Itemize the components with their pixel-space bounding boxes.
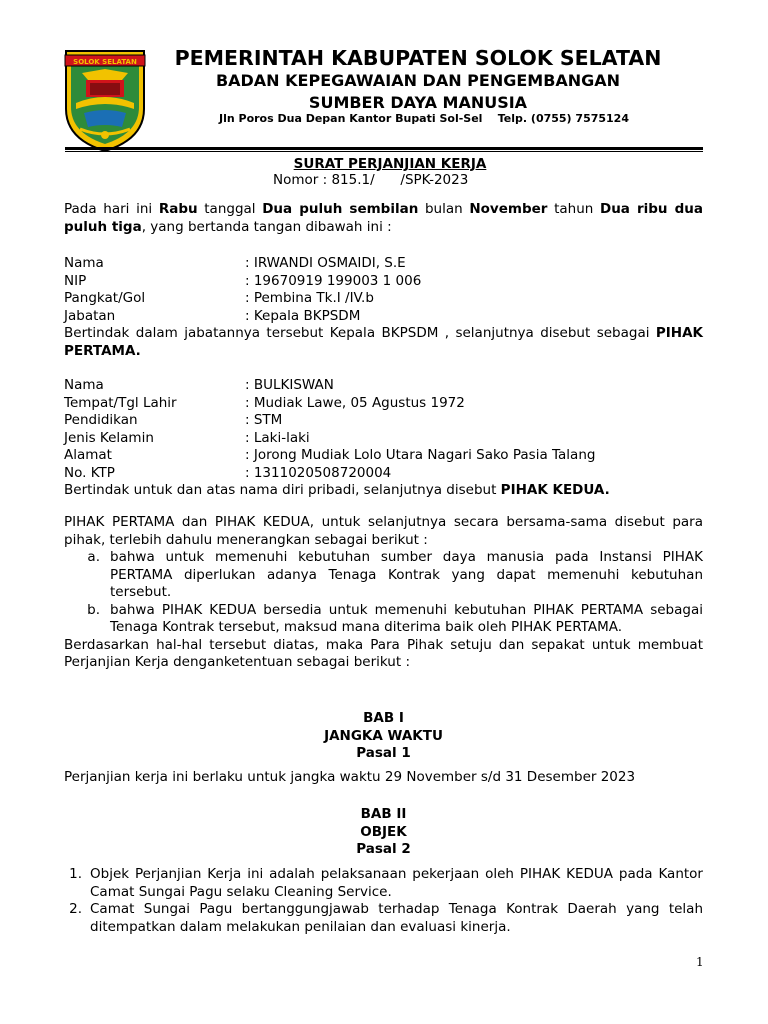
detail-label: Nama: [64, 255, 104, 271]
detail-label: NIP: [64, 272, 87, 289]
logo-text: SOLOK SELATAN: [73, 58, 137, 66]
detail-row: [64, 290, 703, 308]
list-text: Objek Perjanjian Kerja ini adalah pelaksanaan pekerjaan oleh PIHAK KEDUA pada Kantor Camat Sungai Pagu selaku Cleaning Service.: [90, 866, 703, 900]
detail-value: : Mudiak Lawe, 05 Agustus 1972: [245, 394, 465, 411]
intro-paragraph: Pada hari ini Rabu tanggal Dua puluh sembilan bulan November tahun Dua ribu dua puluh tiga, yang bertanda tangan dibawah ini :: [64, 201, 703, 235]
letterhead-divider-thin: [65, 151, 703, 152]
detail-value: : Kepala BKPSDM: [245, 307, 361, 324]
document-title: SURAT PERJANJIAN KERJA: [293, 156, 487, 172]
detail-row: [64, 395, 703, 413]
detail-label: Jenis Kelamin: [64, 429, 154, 446]
article-number: Pasal 1: [356, 745, 411, 761]
recitals-section: [64, 514, 703, 672]
detail-row: [64, 447, 703, 465]
party-two-name: PIHAK KEDUA.: [500, 482, 610, 498]
intro-date: Dua puluh sembilan: [262, 201, 419, 217]
detail-value: : IRWANDI OSMAIDI, S.E: [245, 255, 406, 271]
list-marker: a.: [87, 549, 100, 565]
detail-row: [64, 255, 703, 273]
detail-row: [64, 273, 703, 291]
chapter-number: BAB I: [363, 710, 404, 726]
list-text: bahwa PIHAK KEDUA bersedia untuk memenuhi kebutuhan PIHAK PERTAMA sebagai Tenaga Kontrak tersebut, maksud mana diterima baik oleh PIHAK PERTAMA.: [110, 601, 703, 635]
considerations-list: [64, 549, 703, 637]
chapter-title: OBJEK: [360, 823, 407, 840]
detail-label: Alamat: [64, 447, 112, 463]
detail-value: : Pembina Tk.I /IV.b: [245, 290, 374, 306]
page-number: 1: [696, 955, 704, 969]
detail-value: : Jorong Mudiak Lolo Utara Nagari Sako Pasia Talang: [245, 447, 596, 463]
party-two-details: [64, 377, 703, 500]
chapter-one-heading: [64, 710, 703, 763]
letterhead-government: PEMERINTAH KABUPATEN SOLOK SELATAN: [174, 46, 662, 70]
together-paragraph: PIHAK PERTAMA dan PIHAK KEDUA, untuk selanjutnya secara bersama-sama disebut para pihak, terlebih dahulu menerangkan sebagai berikut :: [64, 514, 703, 548]
detail-row: [64, 430, 703, 448]
detail-value: : 1311020508720004: [245, 464, 392, 481]
detail-label: Tempat/Tgl Lahir: [64, 394, 177, 411]
letterhead-agency-line2: SUMBER DAYA MANUSIA: [308, 93, 528, 112]
detail-label: Pangkat/Gol: [64, 290, 146, 306]
intro-month: November: [469, 201, 548, 217]
detail-row: [64, 308, 703, 326]
detail-label: No. KTP: [64, 464, 115, 481]
party-one-statement: Bertindak dalam jabatannya tersebut Kepala BKPSDM , selanjutnya disebut sebagai PIHAK PERTAMA.: [64, 325, 703, 359]
detail-value: : Laki-laki: [245, 429, 310, 446]
list-marker: b.: [87, 601, 100, 618]
list-marker: 1.: [69, 866, 82, 882]
detail-value: : 19670919 199003 1 006: [245, 272, 422, 289]
intro-day: Rabu: [158, 201, 198, 217]
basis-paragraph: Berdasarkan hal-hal tersebut diatas, maka Para Pihak setuju dan sepakat untuk membuat Perjanjian Kerja denganketentuan sebagai berikut :: [64, 636, 703, 670]
article-two-section: [64, 866, 703, 936]
detail-label: Pendidikan: [64, 412, 138, 428]
list-item: [64, 602, 703, 637]
list-text: bahwa untuk memenuhi kebutuhan sumber daya manusia pada Instansi PIHAK PERTAMA diperlukan adanya Tenaga Kontrak yang dapat memenuhi kebutuhan tersebut.: [110, 549, 703, 600]
party-one-name: PIHAK PERTAMA.: [64, 325, 703, 359]
chapter-two-heading: [64, 806, 703, 859]
letterhead-divider-thick: [65, 147, 703, 150]
list-item: [64, 866, 703, 901]
party-two-statement: Bertindak untuk dan atas nama diri pribadi, selanjutnya disebut PIHAK KEDUA.: [64, 482, 610, 498]
detail-value: : BULKISWAN: [245, 377, 334, 393]
list-item: [64, 549, 703, 602]
list-text: Camat Sungai Pagu bertanggungjawab terhadap Tenaga Kontrak Daerah yang telah ditempatkan dalam melakukan penilaian dan evaluasi kinerja.: [90, 901, 703, 935]
intro-year: Dua ribu dua puluh tiga: [64, 201, 703, 235]
detail-row: [64, 412, 703, 430]
detail-label: Nama: [64, 377, 104, 393]
list-marker: 2.: [69, 901, 82, 917]
chapter-number: BAB II: [360, 806, 407, 822]
detail-row: [64, 465, 703, 483]
letterhead-address: Jln Poros Dua Depan Kantor Bupati Sol-Sel Telp. (0755) 7575124: [218, 112, 629, 125]
article-number: Pasal 2: [356, 841, 411, 857]
party-one-details: [64, 255, 703, 360]
article-one-text: Perjanjian kerja ini berlaku untuk jangka waktu 29 November s/d 31 Desember 2023: [64, 769, 636, 785]
letterhead-agency-line1: BADAN KEPEGAWAIAN DAN PENGEMBANGAN: [215, 71, 621, 90]
detail-row: [64, 377, 703, 395]
list-item: [64, 901, 703, 936]
detail-value: : STM: [245, 412, 283, 428]
article-two-list: [64, 866, 703, 936]
document-number: Nomor : 815.1/ /SPK-2023: [273, 172, 469, 188]
chapter-title: JANGKA WAKTU: [324, 727, 443, 744]
detail-label: Jabatan: [64, 307, 116, 324]
